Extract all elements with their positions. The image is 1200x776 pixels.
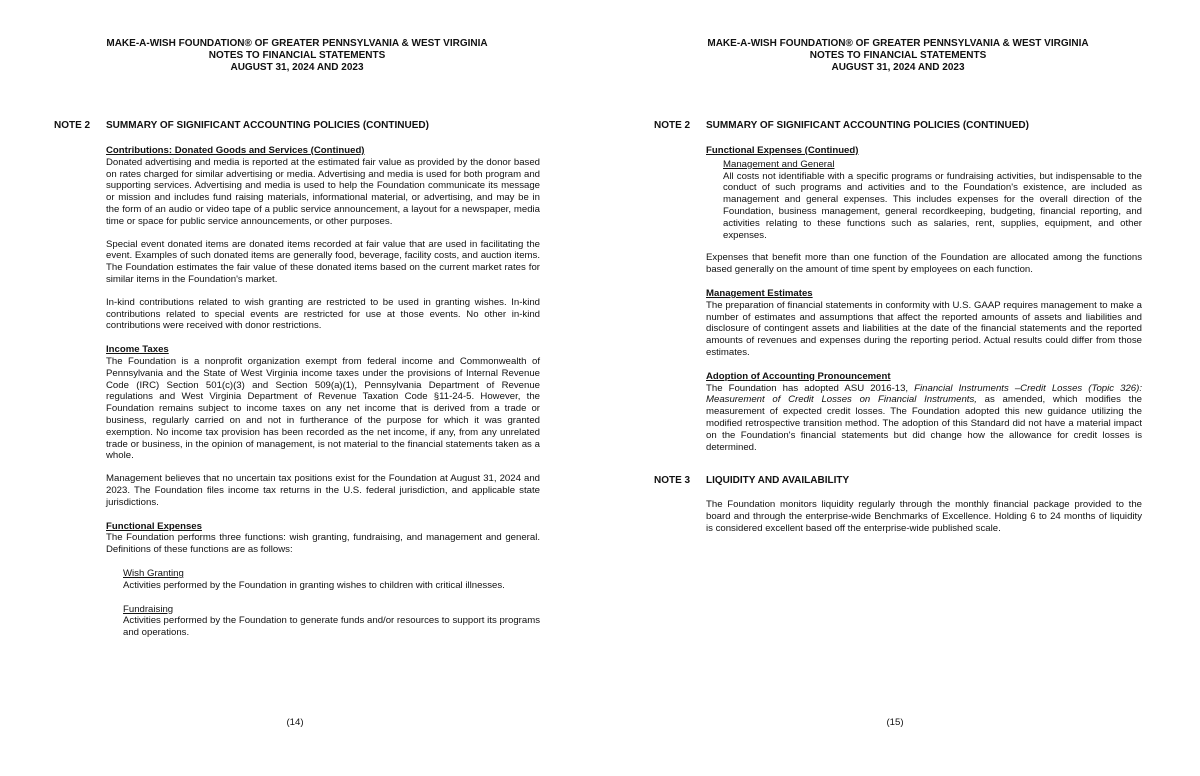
- note-heading: [654, 475, 1142, 487]
- section-title-adoption: Adoption of Accounting Pronouncement: [706, 370, 891, 382]
- section-title-management-estimates: Management Estimates: [706, 287, 813, 299]
- header-org: MAKE-A-WISH FOUNDATION® OF GREATER PENNSYLVANIA & WEST VIRGINIA: [106, 38, 488, 49]
- page-number: (14): [286, 717, 304, 728]
- paragraph: Management believes that no uncertain tax positions exist for the Foundation at August 31, 2024 and 2023. The Foundation files income tax returns in the U.S. federal jurisdiction, and applicable state jurisdictions.: [106, 473, 540, 508]
- paragraph: Special event donated items are donated items recorded at fair value that are used in facilitating the event. Examples of such donated items are generally food, beverage, facility costs, and auction items. The Foundation estimates the fair value of these donated items based on the current market rates for similar items in the Foundation's market.: [106, 238, 540, 285]
- page-header: [654, 38, 1142, 74]
- note-heading: [654, 120, 1142, 132]
- page-header: [54, 38, 540, 74]
- header-doc: NOTES TO FINANCIAL STATEMENTS: [809, 50, 987, 61]
- page-15: [600, 0, 1200, 776]
- note-body: [706, 499, 1142, 534]
- text-run: The Foundation has adopted ASU 2016-13,: [706, 382, 915, 394]
- text-run-italic: Financial Instruments –Credit Losses (Topic 326): Measurement of Credit Losses on Financial Instruments,: [706, 382, 1142, 406]
- header-date: AUGUST 31, 2024 AND 2023: [230, 62, 364, 73]
- header-doc: NOTES TO FINANCIAL STATEMENTS: [208, 50, 386, 61]
- note-body: [106, 145, 540, 639]
- page-number: (15): [886, 717, 904, 728]
- note-body: [706, 145, 1142, 453]
- paragraph: The Foundation performs three functions: wish granting, fundraising, and management and general. Definitions of these functions are as follows:: [106, 532, 540, 556]
- subsection-title-fundraising: Fundraising: [123, 603, 174, 615]
- section-title-contributions: Contributions: Donated Goods and Services (Continued): [106, 145, 365, 156]
- note-heading: [54, 120, 540, 132]
- note-title: LIQUIDITY AND AVAILABILITY: [706, 475, 850, 487]
- note-title: SUMMARY OF SIGNIFICANT ACCOUNTING POLICIES (CONTINUED): [706, 120, 1029, 131]
- section-title-functional-expenses: Functional Expenses (Continued): [706, 145, 859, 156]
- subsection-title-wish-granting: Wish Granting: [123, 567, 184, 579]
- subsection-title-management-general: Management and General: [723, 158, 835, 170]
- paragraph: In-kind contributions related to wish granting are restricted to be used in granting wishes. In-kind contributions related to special events are restricted for use at those events. No other in-kind contributions were received with donor restrictions.: [106, 296, 540, 332]
- paragraph: The Foundation monitors liquidity regularly through the monthly financial package provided to the board and through the enterprise-wide Benchmarks of Excellence. Holding 6 to 24 months of liquidity is considered excellent based off the enterprise-wide published scale.: [706, 499, 1142, 534]
- paragraph: The Foundation is a nonprofit organization exempt from federal income and Commonwealth of Pennsylvania and the State of West Virginia income taxes under the provisions of Internal Revenue Code (IRC) Section 501(c)(3) and Section 509(a)(1), Pennsylvania Department of Revenue regulations and West Virginia Department of Revenue Taxation Code §11-24-5. However, the Foundation remains subject to income taxes on any net income that is derived from a trade or business, regularly carried on and not in furtherance of the purpose for which it was granted exemption. No income tax provision has been recorded as the net income, if any, from any unrelated trade or business, in the opinion of management, is not material to the financial statements taken as a whole.: [106, 355, 540, 462]
- note-number: NOTE 2: [54, 120, 91, 131]
- paragraph: Expenses that benefit more than one function of the Foundation are allocated among the functions based generally on the amount of time spent by employees on each function.: [706, 252, 1142, 276]
- paragraph-adoption: [706, 383, 1142, 454]
- note-number: NOTE 3: [654, 475, 691, 487]
- section-title-income-taxes: Income Taxes: [106, 344, 169, 356]
- paragraph: The preparation of financial statements in conformity with U.S. GAAP requires management to make a number of estimates and assumptions that affect the reported amounts of assets and liabilities and disclosure of contingent assets and liabilities at the date of the financial statements and the reported amounts of revenues and expenses during the reporting period. Actual results could differ from those estimates.: [706, 299, 1142, 358]
- header-org: MAKE-A-WISH FOUNDATION® OF GREATER PENNSYLVANIA & WEST VIRGINIA: [707, 38, 1089, 49]
- paragraph: Activities performed by the Foundation in granting wishes to children with critical illnesses.: [123, 579, 505, 591]
- note-number: NOTE 2: [654, 120, 691, 131]
- note-title: SUMMARY OF SIGNIFICANT ACCOUNTING POLICIES (CONTINUED): [106, 120, 429, 131]
- paragraph: All costs not identifiable with a specific programs or fundraising activities, but indispensable to the conduct of such programs and activities and to the Foundation's existence, are included as management and general expenses. This includes expenses for the overall direction of the Foundation, business management, general recordkeeping, budgeting, financial reporting, and activities relating to these functions such as salaries, rent, supplies, equipment, and other expenses.: [723, 170, 1142, 241]
- paragraph: Activities performed by the Foundation to generate funds and/or resources to support its programs and operations.: [123, 615, 540, 639]
- section-title-functional-expenses: Functional Expenses: [106, 520, 202, 532]
- text-run: as amended, which modifies the measurement of expected credit losses. The Foundation adopted this new guidance utilizing the modified retrospective transition method. The adoption of this Standard did not have a material impact on the Foundation's financial statements but did change how the allowance for credit losses is determined.: [706, 394, 1142, 453]
- paragraph: Donated advertising and media is reported at the estimated fair value as provided by the donor based on rates charged for similar advertising or media. Advertising and media is used for both program and supporting services. Advertising and media is used to help the Foundation communicate its message or mission and includes fund raising materials, informational material, or advertising, and may be in the form of an audio or video tape of a public service announcement, a layout for a newspaper, media time or space for public service announcements, or other purposes.: [106, 156, 540, 227]
- header-date: AUGUST 31, 2024 AND 2023: [831, 62, 965, 73]
